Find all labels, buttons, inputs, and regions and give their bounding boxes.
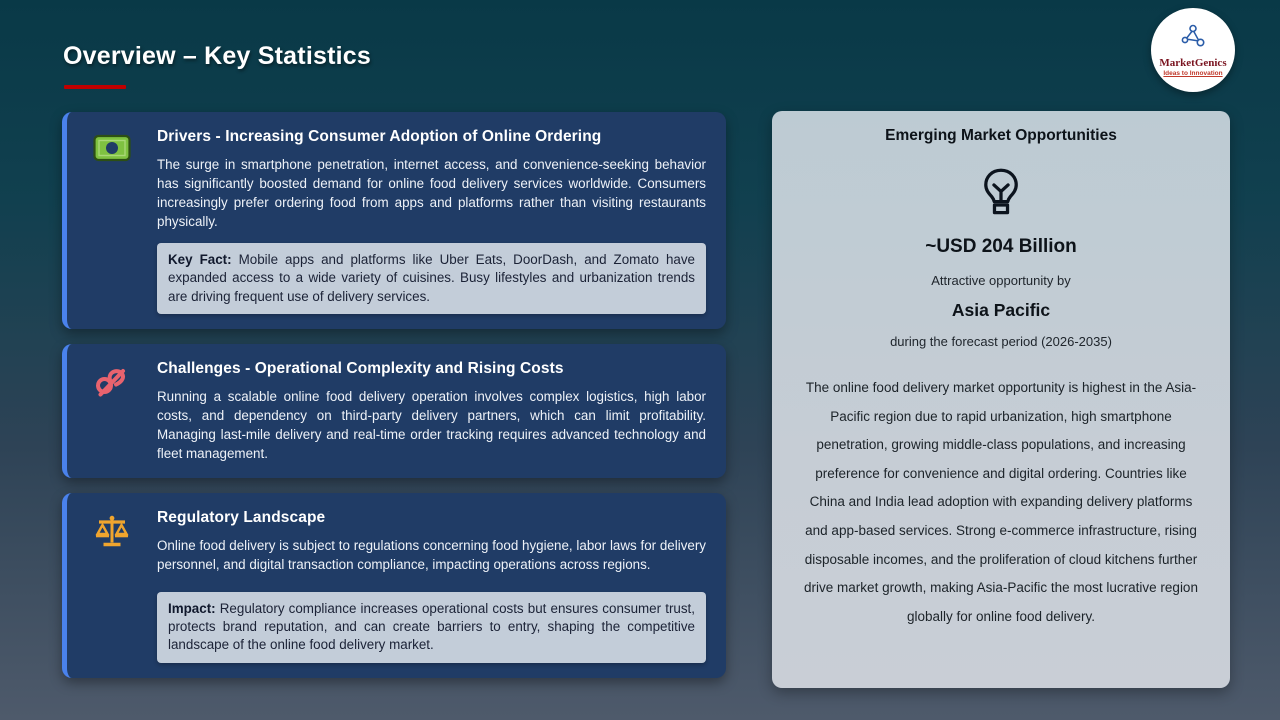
card-content [157, 360, 706, 463]
logo [1151, 8, 1235, 92]
logo-tagline: Ideas to Innovation [1163, 69, 1223, 77]
panel-subtitle: Attractive opportunity by [931, 273, 1071, 288]
card-title: Regulatory Landscape [157, 508, 326, 526]
impact-box [157, 592, 706, 663]
panel-region: Asia Pacific [951, 300, 1051, 320]
scales-icon [93, 515, 131, 554]
broken-link-icon [93, 366, 131, 405]
card-body: Online food delivery is subject to regulations concerning food hygiene, labor laws for delivery personnel, and digital transaction compliance, impacting operations across regions. [157, 537, 706, 572]
panel-period: during the forecast period (2026-2035) [890, 334, 1112, 349]
impact-label: Impact: [168, 600, 216, 616]
card-body: The surge in smartphone penetration, internet access, and convenience-seeking behavior has significantly boosted demand for online food delivery services worldwide. Consumers increasingly prefer ordering food from apps and platforms rather than visiting restaurants physically. [157, 157, 706, 230]
logo-name: MarketGenics [1159, 56, 1227, 69]
card-drivers [62, 112, 726, 329]
card-challenges [62, 344, 726, 478]
card-title: Drivers - Increasing Consumer Adoption of Online Ordering [157, 128, 602, 145]
impact-text: Regulatory compliance increases operational costs but ensures consumer trust, protects brand reputation, and can create barriers to entry, shaping the competitive landscape of the online food delivery market. [168, 600, 695, 653]
card-title: Challenges - Operational Complexity and Rising Costs [157, 359, 564, 377]
title-underline [64, 85, 126, 89]
card-regulatory [62, 493, 726, 678]
cards-column [62, 112, 726, 678]
key-fact-text: Mobile apps and platforms like Uber Eats, DoorDash, and Zomato have expanded access to a wide variety of cuisines. Busy lifestyles and urbanization trends are driving frequent use of delivery services. [168, 252, 695, 304]
panel-title: Emerging Market Opportunities [885, 127, 1117, 144]
key-fact-label: Key Fact: [168, 252, 232, 268]
lightbulb-icon [979, 167, 1023, 222]
opportunity-panel [772, 111, 1230, 688]
money-icon [93, 134, 131, 167]
page-title: Overview – Key Statistics [63, 42, 371, 70]
card-content [157, 509, 706, 663]
panel-description: The online food delivery market opportunity is highest in the Asia-Pacific region due to rapid urbanization, high smartphone penetration, growing middle-class populations, and increasing preference for convenience and digital ordering. Countries like China and India lead adoption with expanding delivery platforms and app-based services. Strong e-commerce infrastructure, rising disposable incomes, and the proliferation of cloud kitchens further drive market growth, making Asia-Pacific the most lucrative region globally for online food delivery. [804, 380, 1198, 624]
card-content [157, 128, 706, 314]
card-body: Running a scalable online food delivery operation involves complex logistics, high labor costs, and dependency on third-party delivery partners, which can limit profitability. Managing last-mile delivery and real-time order tracking requires advanced technology and fleet management. [157, 388, 706, 461]
market-value: ~USD 204 Billion [925, 236, 1077, 257]
logo-network-icon [1177, 24, 1209, 55]
key-fact-box [157, 243, 706, 314]
